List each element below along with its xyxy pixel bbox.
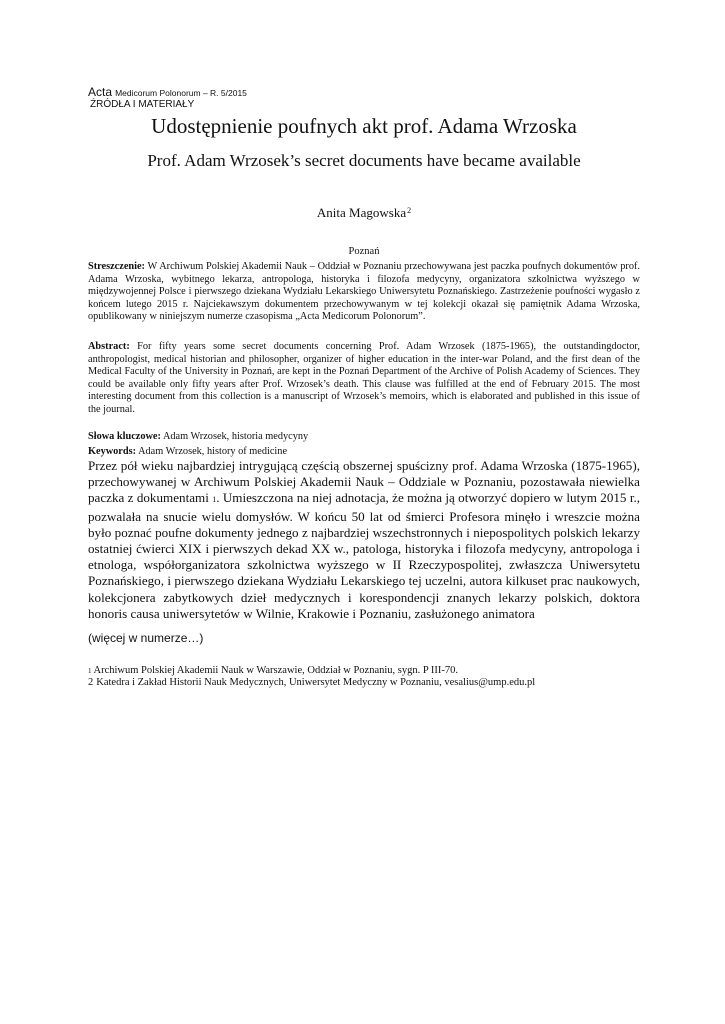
- abstract-english-text: For fifty years some secret documents concerning Prof. Adam Wrzosek (1875-1965), the outstandingdoctor, anthropologist, medical historian and philosopher, organizer of higher education in the inter-war Poland, and the first dean of the Medical Faculty of the University in Poznań, are kept in the Poznań Department of the Archive of Polish Academy of Sciences. They could be available only fifty years after Prof. Wrzosek’s death. This clause was fulfilled at the end of February 2015. The most interesting document from this collection is a manuscript of Wrzosek’s memoirs, which is elaborated and published in this issue of the journal.: [88, 341, 640, 415]
- keywords-english-text: Adam Wrzosek, history of medicine: [138, 446, 288, 457]
- title-polish: Udostępnienie poufnych akt prof. Adama Wrzoska: [151, 114, 577, 138]
- title-english: Prof. Adam Wrzosek’s secret documents have became available: [147, 151, 581, 170]
- abstract-english-label: Abstract:: [88, 341, 130, 352]
- section-label: ŹRÓDŁA I MATERIAŁY: [90, 99, 195, 110]
- footnote-1-number: 1: [88, 667, 92, 675]
- body-text-part-2: . Umieszczona na niej adnotacja, że można ją otworzyć dopiero w lutym 2015 r., pozwalała na snucie wielu domysłów. W końcu 50 lat od śmierci Profesora minęło i wreszcie można było poznać poufne dokumenty jednego z najbardziej wszechstronnych i niepospolitych polskich lekarzy ostatniej ćwierci XIX i pierwszych dekad XX w., patologa, historyka i filozofa medycyny, antropologa i etnologa, współorganizatora szkolnictwa wyższego w II Rzeczypospolitej, zwłaszcza Uniwersytetu Poznańskiego, i pierwszego dziekana Wydziału Lekarskiego tej uczelni, autora kilkuset prac naukowych, kolekcjonera zabytkowych dzieł medycznych i korespondencji znanych lekarzy polskich, doktora honoris causa uniwersytetów w Wilnie, Krakowie i Poznaniu, zasłużonego animatora: [88, 490, 641, 621]
- author-city: Poznań: [348, 246, 380, 257]
- footnote-2-number: 2: [88, 677, 94, 688]
- author-line: [88, 205, 640, 221]
- read-more-note: (więcej w numerze…): [88, 631, 204, 645]
- body-paragraph: [88, 458, 640, 622]
- keywords-english-label: Keywords:: [88, 446, 137, 457]
- footnote-1-text: Archiwum Polskiej Akademii Nauk w Warszawie, Oddział w Poznaniu, sygn. P III-70.: [93, 665, 459, 676]
- keywords-polish: [88, 431, 640, 443]
- journal-name: Acta: [88, 85, 113, 99]
- keywords-polish-text: Adam Wrzosek, historia medycyny: [162, 431, 309, 442]
- abstract-english: [88, 341, 640, 417]
- journal-info: Medicorum Polonorum – R. 5/2015: [115, 88, 247, 98]
- footnote-2-text: Katedra i Zakład Historii Nauk Medycznych, Uniwersytet Medyczny w Poznaniu, vesalius@ump.edu.pl: [96, 677, 536, 688]
- journal-header: [88, 85, 247, 99]
- keywords-english: [88, 446, 640, 458]
- author-name: Anita Magowska: [316, 205, 407, 220]
- footnote-2: [88, 676, 640, 689]
- keywords-polish-label: Słowa kluczowe:: [88, 431, 161, 442]
- abstract-polish-text: W Archiwum Polskiej Akademii Nauk – Oddział w Poznaniu przechowywana jest paczka poufnych dokumentów prof. Adama Wrzoska, wybitnego lekarza, antropologa, historyka i filozofa medycyny, organizatora szkolnictwa wyższego w międzywojennej Polsce i pierwszego dziekana Wydziału Lekarskiego Uniwersytetu Poznańskiego. Zastrzeżenie poufności wygasło z końcem lutego 2015 r. Najciekawszym dokumentem przechowywanym w tej kolekcji okazał się pamiętnik Adama Wrzoska, opublikowany w niniejszym numerze czasopisma „Acta Medicorum Polonorum”.: [88, 261, 640, 323]
- abstract-polish-label: Streszczenie:: [88, 261, 145, 272]
- author-affiliation-mark: 2: [407, 206, 412, 215]
- body-text-part-1: Przez pół wieku najbardziej intrygującą częścią obszernej spuścizny prof. Adama Wrzoska (1875-1965), przechowywanej w Archiwum Polskiej Akademii Nauk – Oddziale w Poznaniu, pozostawała niewielka paczka z dokumentami: [88, 458, 640, 506]
- abstract-polish: [88, 261, 640, 324]
- footnote-reference-1[interactable]: 1: [212, 495, 217, 505]
